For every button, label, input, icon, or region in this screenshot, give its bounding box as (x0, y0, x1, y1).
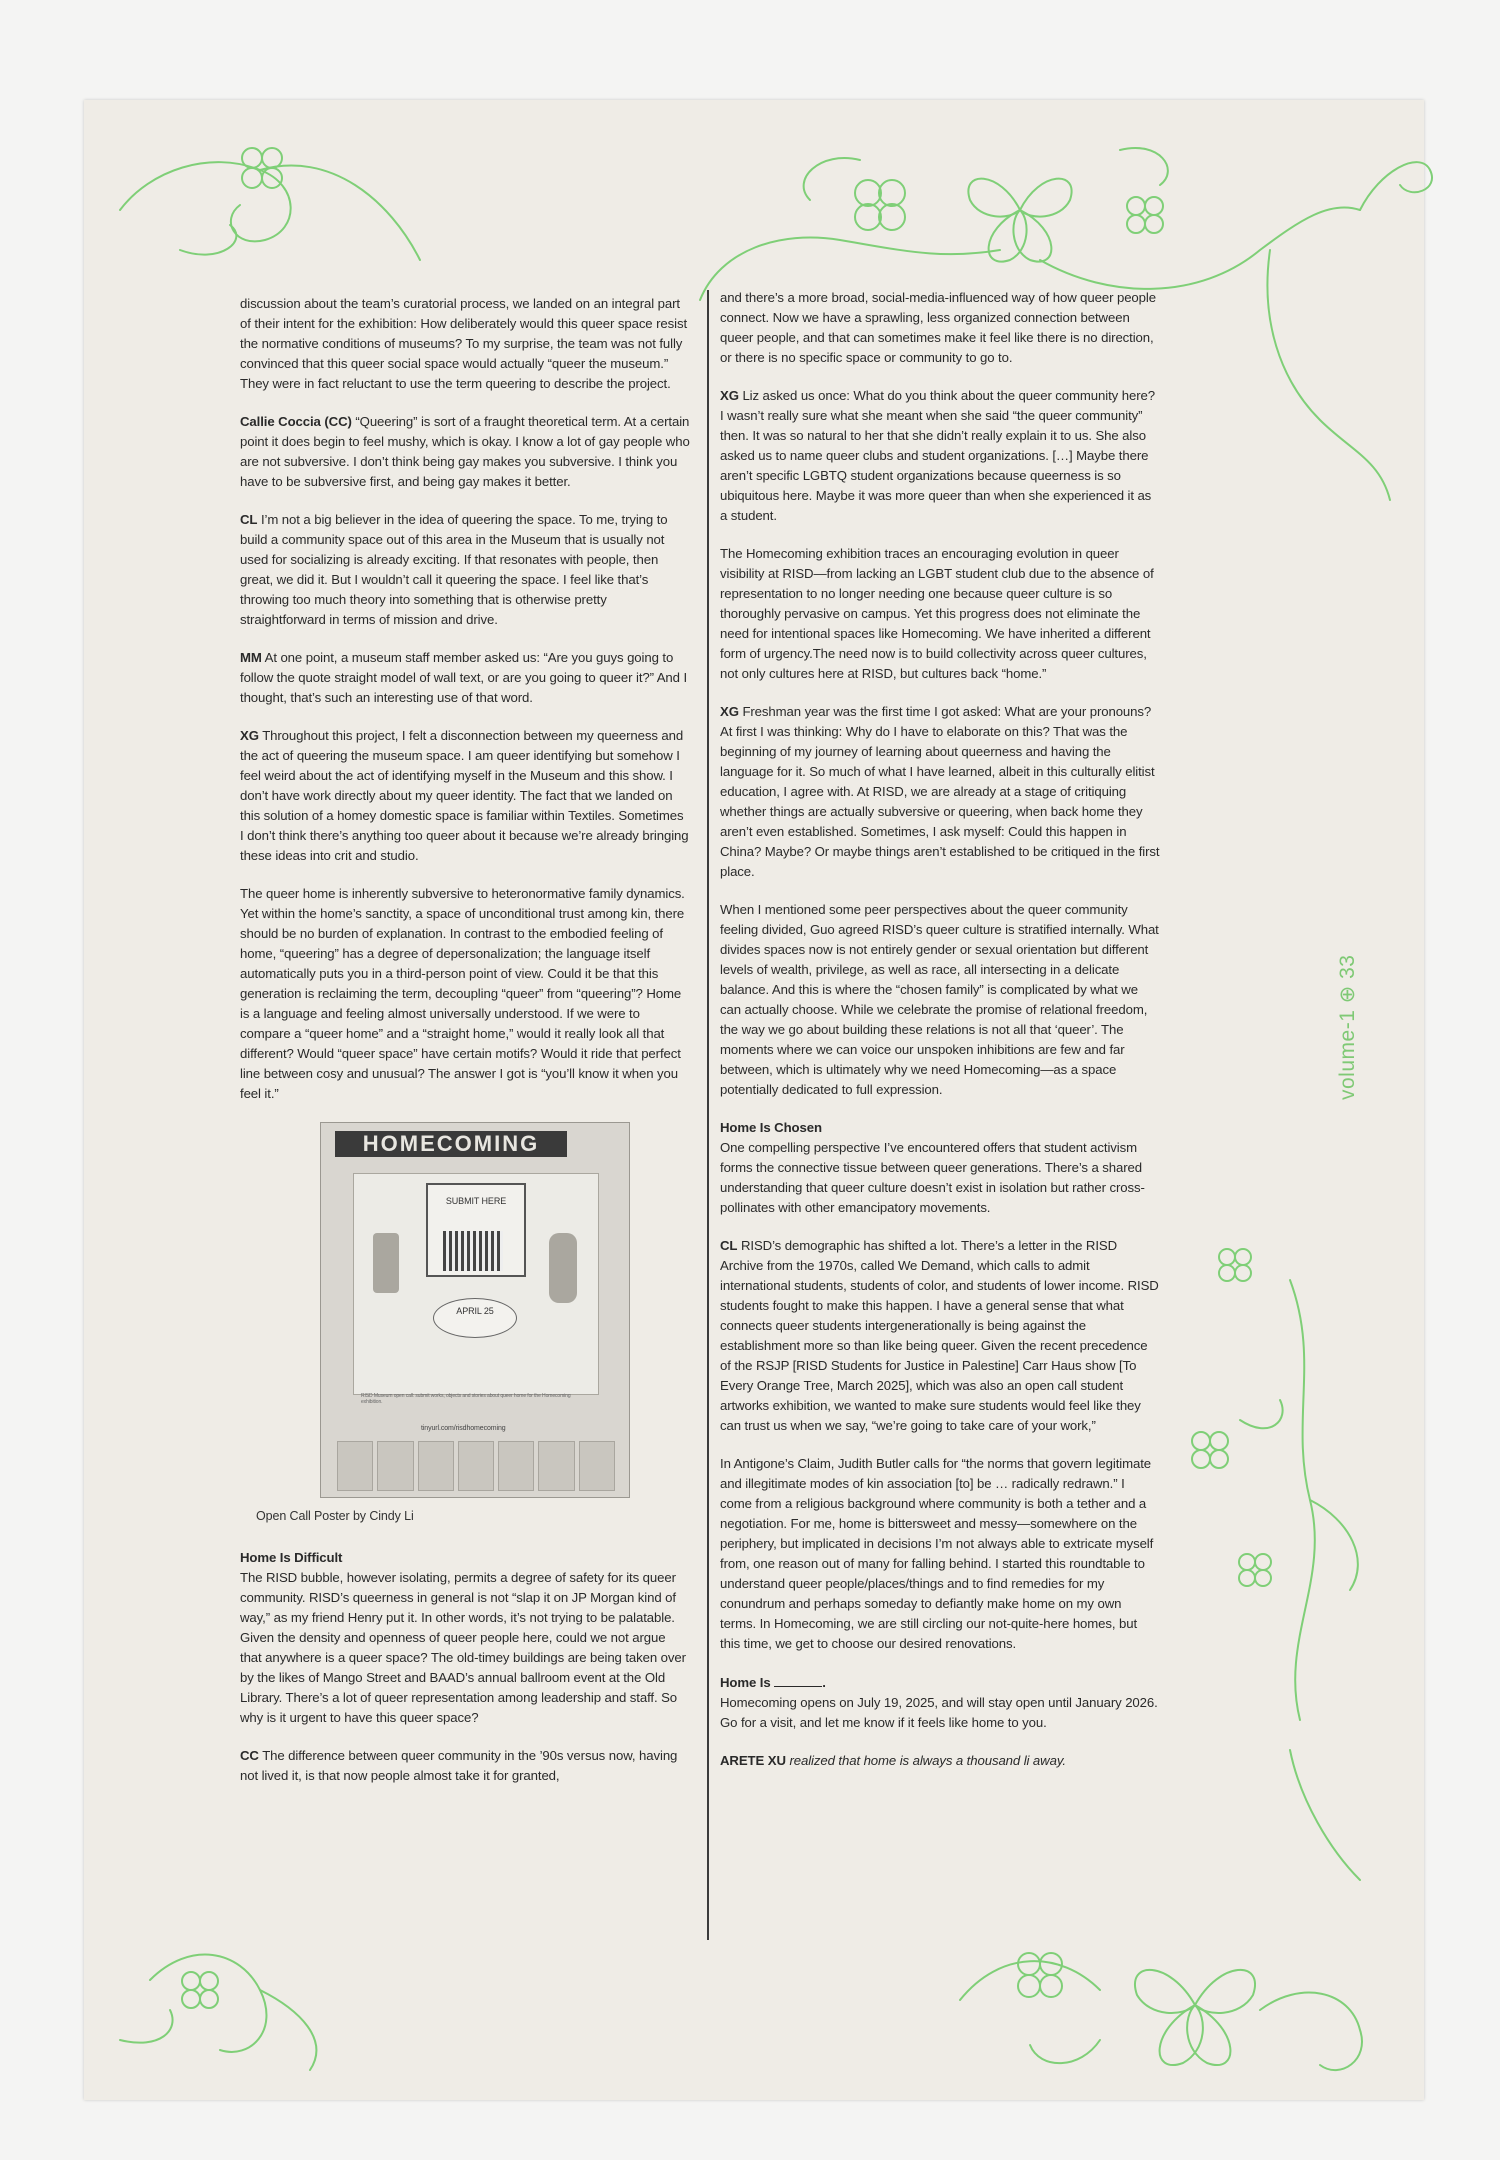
left-paragraph-1: discussion about the team’s curatorial process, we landed on an integral part of their intent for the exhibition: How deliberately would this queer space resist the normative conditions of museums? To my surprise, the team was not fully convinced that this queer social space would actually “queer the museum.” They were in fact reluctant to use the term queering to describe the project. (240, 296, 688, 391)
right-paragraph-1: and there’s a more broad, social-media-influenced way of how queer people connect. Now we have a sprawling, less organized connection between queer people, and that can sometimes make it feel like there is no direction, or there is no specific space or community to go to. (720, 290, 1156, 365)
paragraph-text: The difference between queer community in the ’90s versus now, having not lived it, is that now people almost take it for granted, (240, 1748, 678, 1783)
heading-text: Home Is (720, 1675, 771, 1690)
left-column (240, 294, 690, 1804)
section-heading: Home Is Chosen (720, 1120, 822, 1135)
right-paragraph-4 (720, 702, 1160, 882)
column-divider (707, 290, 709, 1940)
open-call-poster (320, 1122, 630, 1498)
right-paragraph-3: The Homecoming exhibition traces an encouraging evolution in queer visibility at RISD—from lacking an LGBT student club due to the absence of representation to no longer needing one because queer culture is so thoroughly pervasive on campus. Yet this progress does not eliminate the need for intentional spaces like Homecoming. We have inherited a different form of urgency.The need now is to build collectivity across queer cultures, not only cultures here at RISD, but cultures back “home.” (720, 546, 1154, 681)
paragraph-text: Liz asked us once: What do you think about the queer community here? I wasn’t really sure what she meant when she said “the queer community” then. It was so natural to her that she didn’t really explain it to us. She also asked us to name queer clubs and student organizations. […] Maybe there aren’t specific LGBTQ student organizations because queerness is so ubiquitous here. Maybe it was more queer than when she experienced it as a student. (720, 388, 1155, 523)
poster-fine-print: RISD Museum open call: submit works, objects and stories about queer home for the Homecoming exhibition. (361, 1393, 571, 1405)
left-paragraph-5 (240, 726, 690, 866)
speaker-label: XG (240, 728, 259, 743)
speaker-label: XG (720, 388, 739, 403)
poster-title: HOMECOMING (335, 1131, 567, 1157)
paragraph-text: RISD’s demographic has shifted a lot. There’s a letter in the RISD Archive from the 1970s, called We Demand, which calls to admit international students, students of color, and students of lower income. RISD students fought to make this happen. I have a general sense that what connects queer students intergenerationally is being against the establishment more so than like being queer. Given the recent precedence of the RSJP [RISD Students for Justice in Palestine] Carr Haus show [To Every Orange Tree, March 2025], which was also an open call student artworks exhibition, we wanted to make sure students would feel like they can trust us when we say, “we’re going to take care of your work,” (720, 1238, 1159, 1433)
right-column (720, 288, 1160, 1789)
speaker-label: Callie Coccia (CC) (240, 414, 352, 429)
paragraph-text: I’m not a big believer in the idea of queering the space. To me, trying to build a community space out of this area in the Museum that is usually not used for socializing is already exciting. If that resonates with people, then great, we did it. But I wouldn’t call it queering the space. I feel like that’s throwing too much theory into something that is otherwise pretty straightforward in terms of mission and drive. (240, 512, 668, 627)
right-paragraph-5: When I mentioned some peer perspectives about the queer community feeling divided, Guo agreed RISD’s queer culture is stratified internally. What divides spaces now is not entirely gender or sexual orientation but different levels of wealth, privilege, as well as race, all intersecting in a delicate balance. And this is where the “chosen family” is complicated by what we can actually choose. While we celebrate the promise of relational freedom, the way we go about building these relations is not all that ‘queer’. The moments where we can voice our unspoken inhibitions are few and far between, which is ultimately why we need Homecoming—as a space potentially dedicated to full expression. (720, 902, 1159, 1097)
left-paragraph-4 (240, 648, 690, 708)
speaker-label: CC (240, 1748, 259, 1763)
vase-illustration (549, 1233, 577, 1303)
left-paragraph-2 (240, 412, 690, 492)
left-paragraph-8 (240, 1746, 690, 1786)
right-paragraph-9: Homecoming opens on July 19, 2025, and will stay open until January 2026. Go for a visit, and let me know if it feels like home to you. (720, 1695, 1158, 1730)
blank-line (774, 1672, 822, 1687)
right-paragraph-7 (720, 1236, 1160, 1436)
left-paragraph-3 (240, 510, 690, 630)
paragraph-text: Freshman year was the first time I got asked: What are your pronouns? At first I was thinking: Why do I have to elaborate on this? That was the beginning of my journey of learning about queerness and having the language for it. So much of what I have learned, albeit in this culturally elitist education, I agree with. At RISD, we are already at a stage of critiquing whether things are actually subversive or queering, when back home they aren’t even established. Sometimes, I ask myself: Could this happen in China? Maybe? Or maybe things aren’t established to be critiqued in the first place. (720, 704, 1160, 879)
open-call-poster-figure (320, 1122, 628, 1496)
speaker-label: MM (240, 650, 262, 665)
author-bio (720, 1751, 1160, 1771)
left-paragraph-7: The RISD bubble, however isolating, permits a degree of safety for its queer community. RISD’s queerness in general is not “slap it on JP Morgan kind of way,” as my friend Henry put it. In other words, it’s not trying to be palatable. Given the density and openness of queer people here, could we not argue that anywhere is a queer space? The old-timey buildings are being taken over by the likes of Mango Street and BAAD’s annual ballroom event at the Old Library. There’s a lot of queer representation among leadership and staff. So why is it urgent to have this queer space? (240, 1570, 686, 1725)
section-heading-home-is (720, 1672, 1160, 1693)
paragraph-text: Throughout this project, I felt a disconnection between my queerness and the act of queering the museum space. I am queer identifying but somehow I feel weird about the act of identifying myself in the Museum and this show. I don’t have work directly about my queer identity. The fact that we landed on this solution of a homey domestic space is familiar within Textiles. Sometimes I don’t think there’s anything too queer about it because we’re already bringing these ideas into crit and studio. (240, 728, 689, 863)
poster-date: APRIL 25 (433, 1298, 517, 1338)
poster-url: tinyurl.com/risdhomecoming (421, 1425, 506, 1432)
author-name: ARETE XU (720, 1753, 786, 1768)
poster-tile-row (337, 1441, 615, 1491)
qr-code (443, 1231, 503, 1271)
heading-period: . (822, 1675, 826, 1690)
speaker-label: CL (720, 1238, 738, 1253)
poster-submit-label: SUBMIT HERE (445, 1196, 507, 1206)
volume-page-number: volume-1 ⊕ 33 (1336, 954, 1359, 1100)
author-note: realized that home is always a thousand li away. (789, 1753, 1066, 1768)
paragraph-text: “Queering” is sort of a fraught theoretical term. At a certain point it does begin to feel mushy, which is okay. I know a lot of gay people who are not subversive. I don’t think being gay makes you subversive. I think you have to be subversive first, and being gay makes it better. (240, 414, 690, 489)
vase-illustration (373, 1233, 399, 1293)
right-paragraph-2 (720, 386, 1160, 526)
right-paragraph-6: One compelling perspective I’ve encountered offers that student activism forms the connective tissue between queer generations. There’s a shared understanding that queer culture doesn’t exist in isolation but rather cross-pollinates with other emancipatory movements. (720, 1140, 1145, 1215)
figure-caption: Open Call Poster by Cindy Li (256, 1509, 414, 1523)
speaker-label: XG (720, 704, 739, 719)
section-heading: Home Is Difficult (240, 1550, 343, 1565)
left-paragraph-6: The queer home is inherently subversive to heteronormative family dynamics. Yet within the home’s sanctity, a space of unconditional trust among kin, there should be no burden of explanation. In contrast to the embodied feeling of home, “queering” has a degree of depersonalization; the language itself automatically puts you in a third-person point of view. Could it be that this generation is reclaiming the term, decoupling “queer” from “queering”? Home is a language and feeling almost universally understood. If we were to compare a “queer home” and a “straight home,” would it really look all that different? Would “queer space” have certain motifs? Would it ride that perfect line between cosy and unusual? The answer I got is “you’ll know it when you feel it.” (240, 886, 685, 1101)
right-paragraph-8: In Antigone’s Claim, Judith Butler calls for “the norms that govern legitimate and illegitimate modes of kin association [to] be … radically redrawn.” I come from a religious background where community is both a tether and a negotiation. For me, home is bittersweet and messy—somewhere on the periphery, but implicated in decisions I’m not always able to extricate myself from, one reason out of many for falling behind. I started this roundtable to understand queer people/places/things and to find remedies for my conundrum and perhaps someday to defiantly make home on my own terms. In Homecoming, we are still circling our not-quite-here homes, but this time, we get to choose our desired renovations. (720, 1456, 1154, 1651)
paragraph-text: At one point, a museum staff member asked us: “Are you guys going to follow the quote straight model of wall text, or are you going to queer it?” And I thought, that’s such an interesting use of that word. (240, 650, 688, 705)
speaker-label: CL (240, 512, 258, 527)
